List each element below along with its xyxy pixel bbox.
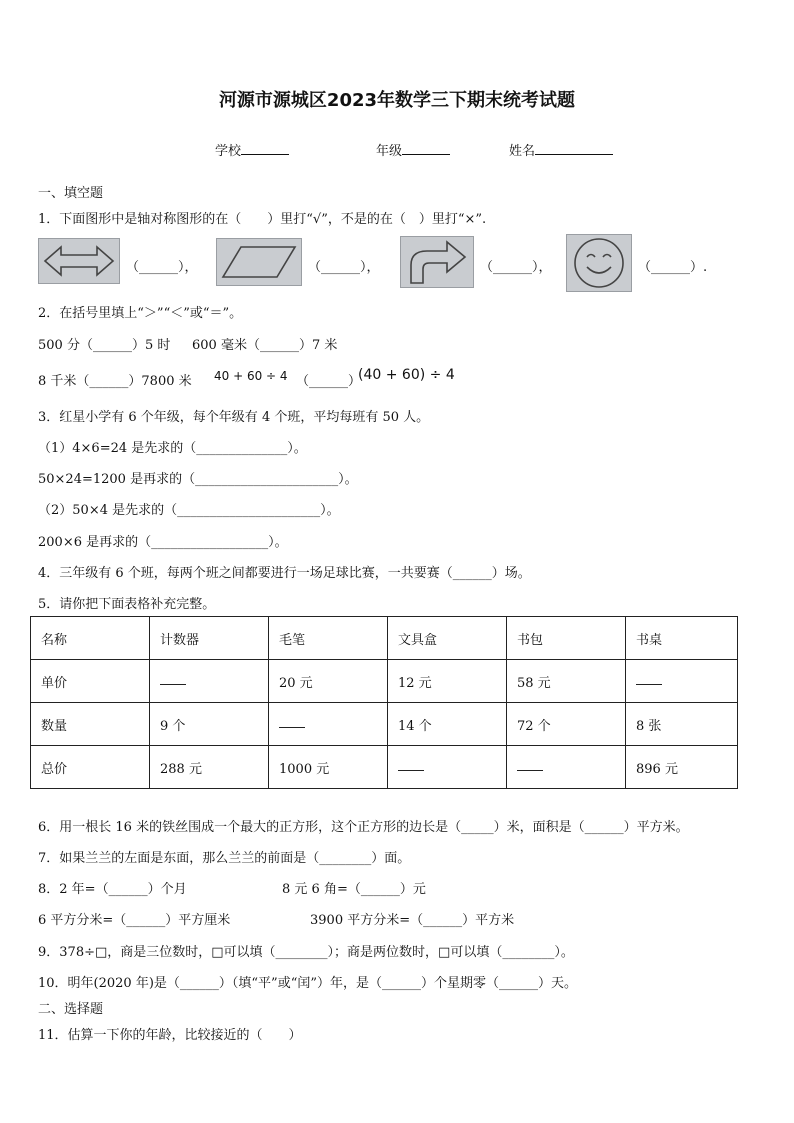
table-cell: 数量 (31, 703, 150, 746)
table-cell: 书包 (507, 617, 626, 660)
table-blank-cell[interactable] (269, 703, 388, 746)
question-2-text: 2．在括号里填上“＞”“＜”或“＝”。 (38, 306, 243, 321)
question-3-line-1[interactable]: （1）4×6=24 是先求的（______________）。 (38, 441, 307, 456)
question-2-line2-a[interactable]: 8 千米（______）7800 米 (38, 374, 192, 389)
section-multiple-choice-heading: 二、选择题 (38, 1002, 104, 1017)
school-blank[interactable] (241, 142, 289, 155)
table-row (31, 660, 738, 703)
table-cell: 14 个 (388, 703, 507, 746)
table-cell: 文具盒 (388, 617, 507, 660)
question-3-line-2[interactable]: 50×24=1200 是再求的（______________________）。 (38, 472, 358, 487)
table-cell: 9 个 (150, 703, 269, 746)
table-cell: 58 元 (507, 660, 626, 703)
table-cell: 计数器 (150, 617, 269, 660)
grade-field (376, 140, 450, 159)
question-2-expression-2: (40 + 60) ÷ 4 (358, 367, 455, 383)
table-cell: 8 张 (626, 703, 738, 746)
table-blank-cell[interactable] (388, 746, 507, 789)
question-3-line-3[interactable]: （2）50×4 是先求的（______________________）。 (38, 503, 340, 518)
question-3-text: 3．红星小学有 6 个年级，每个年级有 4 个班，平均每班有 50 人。 (38, 410, 430, 425)
question-8-part-d[interactable]: 3900 平方分米=（______）平方米 (310, 913, 515, 928)
double-arrow-figure (38, 238, 120, 284)
turn-arrow-figure (400, 236, 474, 288)
section-fill-blank-heading: 一、填空题 (38, 186, 104, 201)
answer-blank[interactable] (398, 760, 424, 771)
table-cell: 1000 元 (269, 746, 388, 789)
table-row (31, 703, 738, 746)
grade-blank[interactable] (402, 142, 450, 155)
price-table (30, 616, 738, 789)
question-4-text[interactable]: 4．三年级有 6 个班，每两个班之间都要进行一场足球比赛，一共要赛（______）场。 (38, 566, 531, 581)
question-8-part-c[interactable]: 6 平方分米=（______）平方厘米 (38, 913, 231, 928)
question-3-line-4[interactable]: 200×6 是再求的（__________________）。 (38, 535, 288, 550)
question-5-text: 5．请你把下面表格补充完整。 (38, 597, 216, 612)
question-2-line2-paren[interactable]: （______） (296, 374, 362, 389)
table-blank-cell[interactable] (626, 660, 738, 703)
question-11-text: 11．估算一下你的年龄，比较接近的（ ） (38, 1028, 302, 1043)
grade-label: 年级 (376, 144, 403, 159)
table-cell: 书桌 (626, 617, 738, 660)
question-1-text: 1．下面图形中是轴对称图形的在（ ）里打“√”，不是的在（ ）里打“×”. (38, 212, 487, 227)
table-cell: 单价 (31, 660, 150, 703)
smiley-figure (566, 234, 632, 292)
question-1-answer-4[interactable]: （______）. (638, 260, 708, 275)
question-10-text[interactable]: 10．明年(2020 年)是（______）（填“平”或“闰”）年，是（______）个星期零（______）天。 (38, 976, 577, 991)
question-2-line1-b[interactable]: 600 毫米（______）7 米 (192, 338, 338, 353)
table-cell: 288 元 (150, 746, 269, 789)
page-title: 河源市源城区2023年数学三下期末统考试题 (218, 90, 576, 111)
school-label: 学校 (215, 144, 242, 159)
question-2-line1-a[interactable]: 500 分（______）5 时 (38, 338, 171, 353)
table-row (31, 617, 738, 660)
question-6-text[interactable]: 6．用一根长 16 米的铁丝围成一个最大的正方形，这个正方形的边长是（_____）米，面积是（______）平方米。 (38, 820, 689, 835)
name-label: 姓名 (509, 144, 536, 159)
question-8-part-a[interactable]: 8．2 年=（______）个月 (38, 882, 187, 897)
school-field (215, 140, 289, 159)
table-cell: 896 元 (626, 746, 738, 789)
question-1-answer-2[interactable]: （______）， (308, 260, 380, 275)
name-field (509, 140, 613, 159)
turn-right-arrow-icon (401, 237, 473, 287)
parallelogram-figure (216, 238, 302, 286)
table-cell: 20 元 (269, 660, 388, 703)
table-cell: 72 个 (507, 703, 626, 746)
answer-blank[interactable] (517, 760, 543, 771)
table-cell: 总价 (31, 746, 150, 789)
question-2-expression-1: 40 + 60 ÷ 4 (214, 369, 288, 383)
answer-blank[interactable] (160, 674, 186, 685)
table-row (31, 746, 738, 789)
table-cell: 毛笔 (269, 617, 388, 660)
question-9-text[interactable]: 9．378÷□，商是三位数时，□可以填（________）；商是两位数时，□可以填（________）。 (38, 945, 574, 960)
question-8-part-b[interactable]: 8 元 6 角=（______）元 (282, 882, 426, 897)
table-blank-cell[interactable] (507, 746, 626, 789)
question-7-text[interactable]: 7．如果兰兰的左面是东面，那么兰兰的前面是（________）面。 (38, 851, 411, 866)
parallelogram-icon (217, 239, 301, 285)
double-arrow-icon (39, 239, 119, 283)
question-1-answer-1[interactable]: （______）， (126, 260, 198, 275)
table-blank-cell[interactable] (150, 660, 269, 703)
answer-blank[interactable] (636, 674, 662, 685)
table-cell: 名称 (31, 617, 150, 660)
table-cell: 12 元 (388, 660, 507, 703)
name-blank[interactable] (535, 142, 613, 155)
question-1-answer-3[interactable]: （______）， (480, 260, 552, 275)
answer-blank[interactable] (279, 717, 305, 728)
smiley-face-icon (567, 235, 631, 291)
